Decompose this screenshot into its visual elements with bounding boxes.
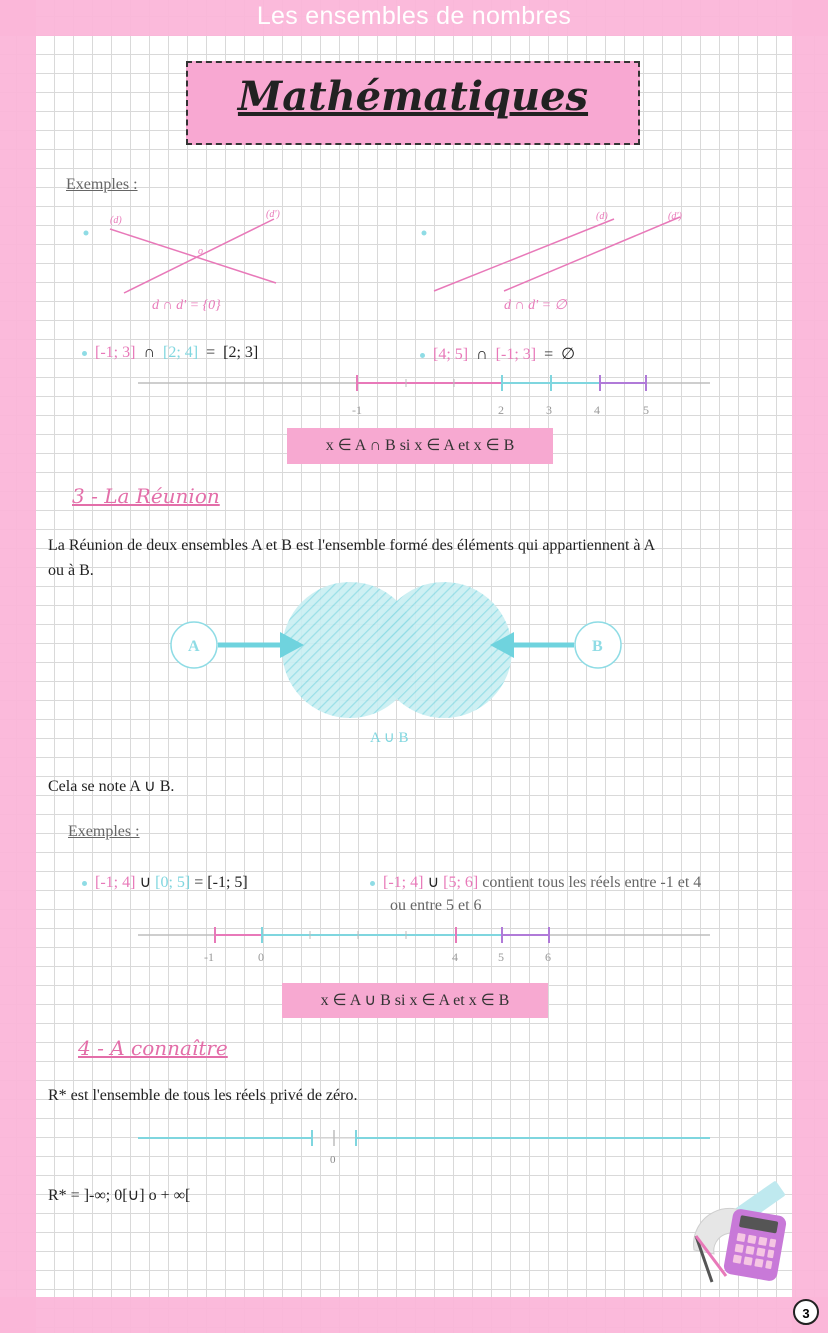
intersecting-lines-figure: [80, 205, 300, 315]
union-venn-diagram: [168, 582, 628, 752]
tick-label: 5: [643, 403, 649, 417]
tick-label: 5: [498, 950, 504, 964]
rest: contient tous les réels entre -1 et 4: [482, 874, 702, 891]
header-title: Les ensembles de nombres: [256, 2, 572, 30]
title-box: [186, 61, 640, 145]
number-line-union: [138, 924, 713, 968]
union-example-2-line2: ou entre 5 et 6: [390, 897, 482, 914]
union-example-1: [82, 872, 248, 892]
label-a: A: [188, 638, 200, 655]
union-notation: Cela se note A ∪ B.: [48, 778, 175, 795]
parallel-lines-figure: [418, 205, 708, 315]
union-heading: 3 - La Réunion: [72, 484, 220, 508]
union-definition-line2: ou à B.: [48, 562, 94, 579]
know-formula: R* = ]-∞; 0[∪] o + ∞[: [48, 1187, 191, 1204]
line-d: [110, 229, 276, 283]
label-d: (d): [596, 211, 608, 222]
tick-label: 6: [545, 950, 551, 964]
label-d-prime: (d'): [266, 209, 280, 220]
number-line-intersection: [138, 370, 713, 420]
set-a: [-1; 3]: [95, 344, 136, 361]
left-band: [0, 0, 36, 1333]
tick-label: 4: [594, 403, 600, 417]
union-definition: La Réunion de deux ensembles A et B est l'ensemble formé des éléments qui appartiennent à A: [48, 537, 656, 554]
bullet-dot: [420, 353, 425, 358]
tick-label: -1: [352, 403, 362, 417]
right-band: [792, 0, 828, 1333]
label-d-prime: (d'): [668, 211, 682, 222]
know-text: R* est l'ensemble de tous les réels privé de zéro.: [48, 1087, 358, 1104]
set-b: [-1; 3]: [495, 346, 537, 363]
page-title: Mathématiques: [237, 73, 589, 120]
know-heading: 4 - A connaître: [78, 1036, 228, 1060]
set-a: [4; 5]: [433, 346, 469, 363]
page-number: 3: [793, 1299, 819, 1325]
label-union: A ∪ B: [370, 730, 409, 746]
intersection-formula: x ∈ A ∩ B si x ∈ A et x ∈ B: [287, 428, 553, 464]
intersection-example-1: [82, 344, 258, 362]
set-b: [0; 5]: [155, 874, 191, 891]
set-a: [-1; 4]: [95, 874, 136, 891]
bottom-band: [0, 1297, 828, 1333]
number-line-r-star: [138, 1126, 713, 1166]
result: = [-1; 5]: [194, 874, 248, 891]
set-a: [-1; 4]: [383, 874, 424, 891]
examples-label-1: Exemples :: [66, 176, 138, 193]
operator: ∪: [139, 874, 152, 891]
operator: ∪: [427, 874, 440, 891]
result: [2; 3]: [223, 344, 259, 361]
tick-label: -1: [204, 950, 214, 964]
tick-label: 4: [452, 950, 458, 964]
label-d: (d): [110, 215, 122, 226]
bullet-dot: [84, 231, 89, 236]
operator: ∩: [476, 346, 488, 363]
bullet-dot: [422, 231, 427, 236]
calculator-illustration: [686, 1190, 786, 1290]
tick-label: 0: [258, 950, 264, 964]
caption-intersection-2: d ∩ d' = ∅: [504, 298, 567, 313]
set-b-circle: [376, 582, 512, 718]
bullet-dot: [370, 881, 375, 886]
intersection-example-2: [420, 344, 575, 364]
equals: =: [544, 346, 554, 363]
operator: ∩: [143, 344, 155, 361]
examples-label-2: Exemples :: [68, 823, 140, 840]
set-b: [2; 4]: [163, 344, 199, 361]
tick-label: 3: [546, 403, 552, 417]
set-b: [5; 6]: [443, 874, 479, 891]
bullet-dot: [82, 881, 87, 886]
tick-label: 2: [498, 403, 504, 417]
result: ∅: [561, 346, 576, 363]
label-o: o: [198, 246, 203, 257]
bullet-dot: [82, 351, 87, 356]
union-formula: x ∈ A ∪ B si x ∈ A et x ∈ B: [282, 983, 548, 1018]
label-b: B: [592, 638, 603, 655]
tick-label: 0: [330, 1154, 336, 1166]
line-d: [434, 219, 614, 291]
union-example-2: [370, 872, 701, 892]
caption-intersection-1: d ∩ d' = {0}: [152, 298, 221, 313]
equals: =: [206, 344, 216, 361]
